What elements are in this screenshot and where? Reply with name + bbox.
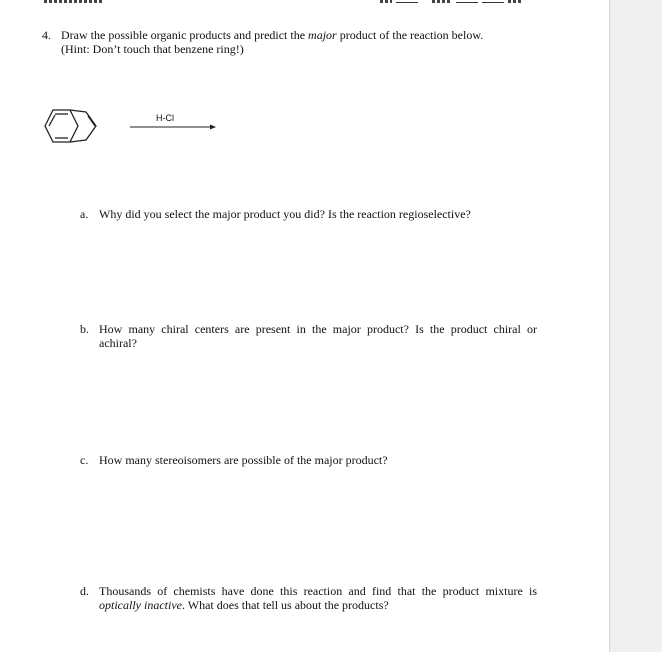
question-hint: (Hint: Don’t touch that benzene ring!) — [61, 42, 244, 56]
subquestion-text: Why did you select the major product you did? Is the reaction regioselective? — [99, 207, 471, 221]
emphasis-major: major — [308, 28, 337, 42]
subquestion-letter: d. — [80, 584, 89, 598]
indene-structure-icon — [44, 108, 100, 144]
subquestion-text: How many chiral centers are present in the major product? Is the product chiral or — [99, 322, 537, 336]
question-text: Draw the possible organic products and predict the major product of the reaction below. — [61, 28, 484, 42]
viewer-side-panel — [609, 0, 662, 652]
header-fragment-blanks — [380, 0, 540, 4]
reaction-arrow-icon — [130, 122, 216, 132]
subquestion-letter: a. — [80, 207, 89, 221]
emphasis-optically-inactive: optically inactive — [99, 598, 182, 612]
subquestion-letter: c. — [80, 453, 89, 467]
question-number: 4. — [42, 28, 51, 42]
reagent-label: H-Cl — [156, 113, 174, 123]
subquestion-text-line2: optically inactive. What does that tell us about the products? — [99, 598, 389, 612]
subquestion-text: How many stereoisomers are possible of the major product? — [99, 453, 388, 467]
subquestion-text-line2: achiral? — [99, 336, 137, 350]
subquestion-text: Thousands of chemists have done this reaction and find that the product mixture is — [99, 584, 537, 598]
subquestion-letter: b. — [80, 322, 89, 336]
header-fragment — [44, 0, 104, 4]
